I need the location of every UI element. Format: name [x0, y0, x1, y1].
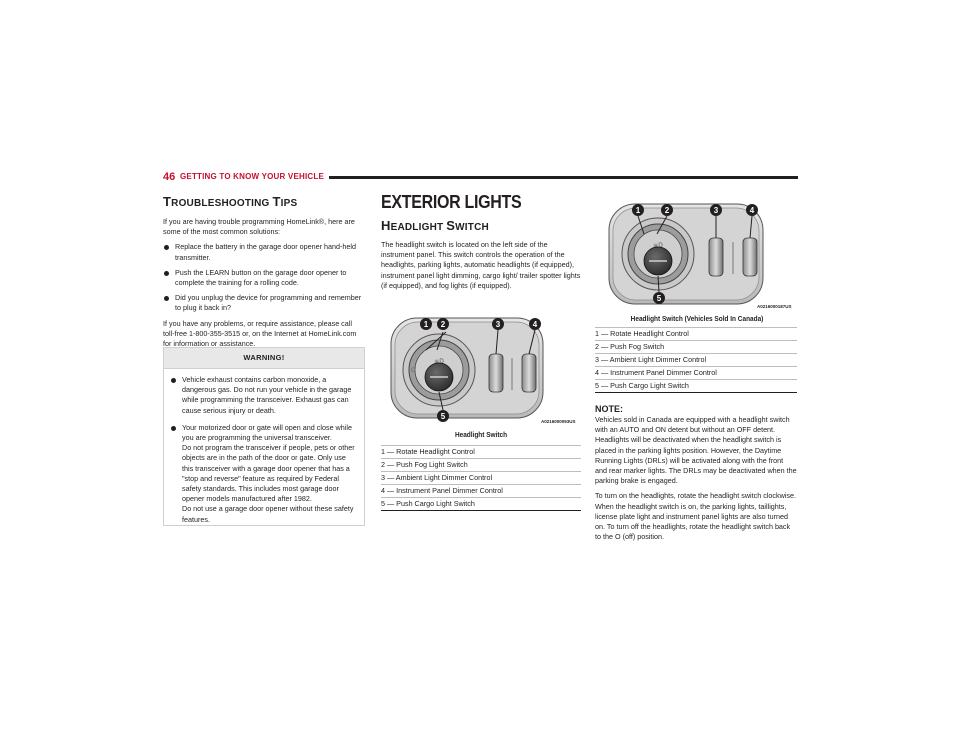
list-item: Did you unplug the device for programming and remember to plug it back in?	[163, 293, 365, 313]
list-item: Push the LEARN button on the garage door opener to complete the training for a rolling code.	[163, 268, 365, 288]
callout-label: 5	[656, 294, 662, 303]
figure-code: A0216000093US	[541, 419, 576, 424]
svg-text:≡D: ≡D	[653, 242, 663, 249]
note-paragraph: Vehicles sold in Canada are equipped with a headlight switch with an AUTO and ON detent but without an OFF detent. Headlights will be deactivated when the headlight switch is placed in the parking lights position. However, the Daytime Running Lights (DRLs) will be activated along with the front and rear marker lights. The DRLs may be deactivated when the parking brake is engaged.	[595, 415, 797, 486]
legend-row: 5 — Push Cargo Light Switch	[595, 380, 797, 393]
troubleshooting-section	[163, 194, 365, 354]
canada-switch-figure	[595, 198, 797, 312]
callout-label: 3	[713, 206, 719, 215]
header-rule	[329, 176, 798, 179]
svg-text:O: O	[411, 367, 416, 374]
figure-code: A0216000187US	[757, 304, 792, 309]
figure1-legend	[381, 445, 581, 511]
legend-row: 2 — Push Fog Light Switch	[381, 459, 581, 472]
headlight-switch-paragraph: The headlight switch is located on the left side of the instrument panel. This switch controls the operation of the headlights, parking lights, automatic headlights (if equipped), instrument panel light dimming, cargo light/ trailer spotter lights (if equipped), and fog lights (if equipped).	[381, 240, 581, 290]
section-title: GETTING TO KNOW YOUR VEHICLE	[180, 172, 324, 181]
troubleshooting-heading: TROUBLESHOOTING TIPS	[163, 194, 298, 209]
figure-caption: Headlight Switch	[454, 430, 508, 439]
legend-row: 1 — Rotate Headlight Control	[381, 445, 581, 459]
troubleshooting-list	[163, 242, 365, 313]
callout-label: 2	[440, 320, 446, 329]
note-body	[595, 415, 797, 547]
exterior-lights-heading: EXTERIOR LIGHTS	[381, 193, 522, 213]
callout-label: 4	[532, 320, 538, 329]
headlight-switch-heading: HEADLIGHT SWITCH	[381, 218, 489, 233]
headlight-switch-illustration	[381, 310, 581, 427]
list-item: Replace the battery in the garage door opener hand-held transmitter.	[163, 242, 365, 262]
callout-label: 1	[635, 206, 641, 215]
callout-label: 3	[495, 320, 501, 329]
svg-text:≡D: ≡D	[434, 358, 444, 365]
callout-label: 1	[423, 320, 429, 329]
legend-row: 2 — Push Fog Switch	[595, 341, 797, 354]
legend-row: 1 — Rotate Headlight Control	[595, 327, 797, 341]
legend-row: 4 — Instrument Panel Dimmer Control	[595, 367, 797, 380]
callout-label: 5	[440, 412, 446, 421]
note-paragraph: To turn on the headlights, rotate the headlight switch clockwise. When the headlight switch is on, the parking lights, taillights, license plate light and instrument panel lights are also turned on. To turn off the headlights, rotate the headlight switch back to the O (off) position.	[595, 491, 796, 542]
canada-switch-illustration	[595, 198, 797, 312]
warning-item: Vehicle exhaust contains carbon monoxide, a dangerous gas. Do not run your vehicle in the garage while programming the transceiver. Exhaust gas can cause serious injury or death.	[170, 375, 358, 416]
callout-label: 4	[749, 206, 755, 215]
legend-row: 5 — Push Cargo Light Switch	[381, 498, 581, 511]
figure-caption: Headlight Switch (Vehicles Sold In Canada)	[630, 314, 764, 323]
warning-item: Your motorized door or gate will open and close while you are programming the universal transceiver. Do not program the transceiver if people, pets or other objects are in the path of the door or gate. Only use this transceiver with a garage door opener that has a "stop and reverse" feature as required by Federal safety standards. This includes most garage door opener models manufactured after 1982. Do not use a garage door opener without these safety features.	[170, 423, 358, 525]
note-title: NOTE:	[595, 404, 623, 414]
legend-row: 3 — Ambient Light Dimmer Control	[595, 354, 797, 367]
callout-label: 2	[664, 206, 670, 215]
legend-row: 4 — Instrument Panel Dimmer Control	[381, 485, 581, 498]
troubleshooting-intro: If you are having trouble programming HomeLink®, here are some of the most common solutions:	[163, 217, 355, 237]
headlight-switch-figure	[381, 310, 581, 427]
figure2-legend	[595, 327, 797, 393]
warning-title: WARNING!	[164, 348, 364, 369]
warning-box	[163, 347, 365, 526]
page-number: 46	[163, 171, 176, 183]
legend-row: 3 — Ambient Light Dimmer Control	[381, 472, 581, 485]
assistance-text: If you have any problems, or require assistance, please call toll-free 1-800-355-3515 or, on the Internet at HomeLink.com for information or assistance.	[163, 318, 357, 349]
